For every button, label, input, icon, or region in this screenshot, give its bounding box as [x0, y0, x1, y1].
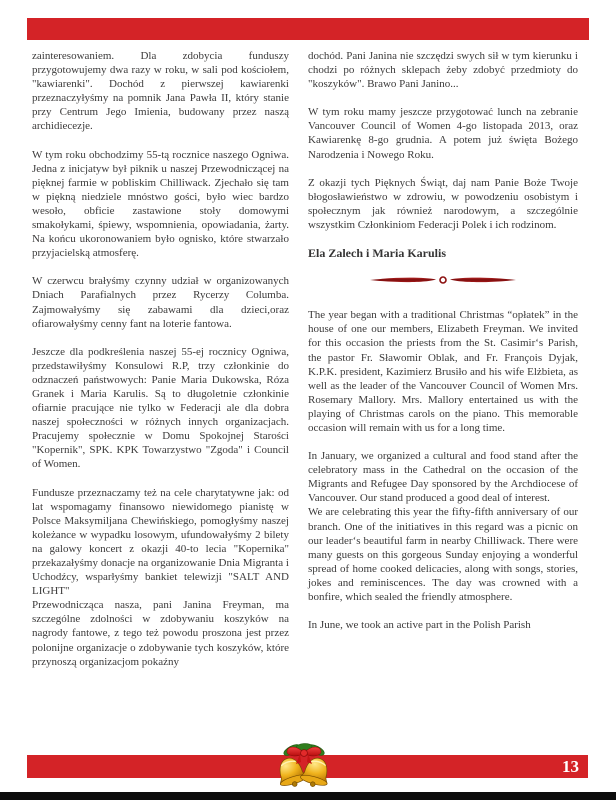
section-divider — [308, 274, 578, 290]
right-text-column — [308, 49, 578, 683]
paragraph: Fundusze przeznaczamy też na cele charytatywne jak: od lat wspomagamy finansowo niewidomego pianistę w Polsce Maksymiljana Chewińskiego, pomogłyśmy naszej koleżance w wypadku losowym, ufundowałyśmy 2 bilety na galowy koncert z okazji 40-to lecia "Kopernika" przekazałyśmy donacje na organizowanie Dnia Migranta i Uchodźcy, wsparłyśmy bankiet telewizji "SALT AND LIGHT" — [32, 486, 289, 598]
paragraph: In January, we organized a cultural and food stand after the celebratory mass in the Cathedral on the occasion of the Migrants and Refugee Day sponsored by the Archdiocese of Vancouver. Our stand produced a good deal of interest. — [308, 450, 578, 505]
paragraph: zainteresowaniem. Dla zdobycia funduszy przygotowujemy dwa razy w roku, w sali pod kościołem, "kawiarenki". Dochód z pierwszej kawiarenki przeznaczyłyśmy na pomnik Jana Pawła II, który stanie przy Centrum Jego Imienia, budowany przez naszą archidiecezje. — [32, 50, 289, 133]
paragraph: dochód. Pani Janina nie szczędzi swych sił w tym kierunku i chodzi po różnych sklepach żeby zdobyć przedmioty do "koszyków". Brawo Pani Janino... — [308, 50, 578, 91]
paragraph: Przewodnicząca nasza, pani Janina Freyman, ma szczególne zdolności w zdobywaniu koszyków na nagrody fantowe, z tego też powodu proszona jest przez polonijne organizacje o zdobywanie tych koszyków, które przynoszą organizacjom pokaźny — [32, 599, 289, 668]
paragraph: Jeszcze dla podkreślenia naszej 55-ej rocznicy Ogniwa, przedstawiłyśmy Konsulowi R.P, trzy członkinie do odznaczeń państwowych: Panie Maria Dukowska, Róza Granek i Maria Karulis. Są to długoletnie członkinie ofiarnie pracujące nie tylko w Federacji ale dla dobra naszej społeczności w różnych innych organizacjach. Pracujemy społecznie w Domu Spokojnej Starości "Kopernik", SPK. KPK Towarzystwo "Zgoda" i Council of Women. — [32, 345, 289, 471]
authors-signature: Ela Zalech i Maria Karulis — [308, 246, 446, 261]
page-body — [32, 49, 578, 683]
paragraph: W tym roku obchodzimy 55-tą rocznice naszego Ogniwa. Jedna z inicjatyw był piknik u naszej Przewodniczącej na pięknej farmie w pobliskim Chilliwack. Zjechało się tam w piękną niedziele mnóstwo gości, było wiec bardzo wesoło, obficie zastawione stoły domowymi smakołykami, śpiewy, wspomnienia, opowiadania, żarty. Na końcu ukoronowaniem było ognisko, które stwarzało przyjacielską atmosferę. — [32, 148, 289, 260]
left-text-column — [32, 49, 289, 683]
paragraph: W czerwcu brałyśmy czynny udział w organizowanych Dniach Parafialnych przez Rycerzy Columba. Zajmowałyśmy się zabawami dla dzieci,oraz ofiarowałyśmy cenny fant na loterie fantowa. — [32, 275, 289, 330]
paragraph: Z okazji tych Pięknych Świąt, daj nam Panie Boże Twoje błogosławieństwo w zdrowiu, w powodzeniu osobistym i społecznym jak również narodowym, a szczególnie wszystkim Członkiniom Federacji Polek i ich rodzinom. — [308, 176, 578, 231]
paragraph: The year began with a traditional Christmas “opłatek” in the house of one our members, Elizabeth Freyman. We invited for this occasion the priests from the St. Casimir‘s Parish, the pastor Fr. Sławomir Oblak, and Fr. François Dyjak, K.P.K. president, Kazimierz Brusiło and his wife Elżbieta, as well as the leader of the Vancouver Council of Women Mrs. Rosemary Mallory. Mrs. Mallory entertained us with the playing of Christmas carols on the piano. This memorable occasion will remain with us for a long time. — [308, 309, 578, 434]
paragraph: In June, we took an active part in the Polish Parish — [308, 619, 531, 632]
top-accent-bar — [27, 18, 589, 40]
paragraph: W tym roku mamy jeszcze przygotować lunch na zebranie Vancouver Council of Women 4-go listopada 2013, oraz Kawiarenkę 8-go grudnia. A potem już święta Bożego Narodzenia i Nowego Roku. — [308, 106, 578, 161]
christmas-bells-icon — [272, 742, 336, 795]
ornamental-divider-icon — [368, 274, 518, 286]
paragraph: We are celebrating this year the fifty-fifth anniversary of our branch. One of the initiatives in this regard was a picnic on our leader‘s beautiful farm in nearby Chilliwack. There were many guests on this gorgeous Sunday enjoying a wonderful spread of home cooked delicacies, along with songs, stories, jokes and reminiscences. The day was crowned with a bonfire, which sealed the friendly atmosphere. — [308, 506, 578, 603]
page-number: 13 — [562, 757, 579, 776]
